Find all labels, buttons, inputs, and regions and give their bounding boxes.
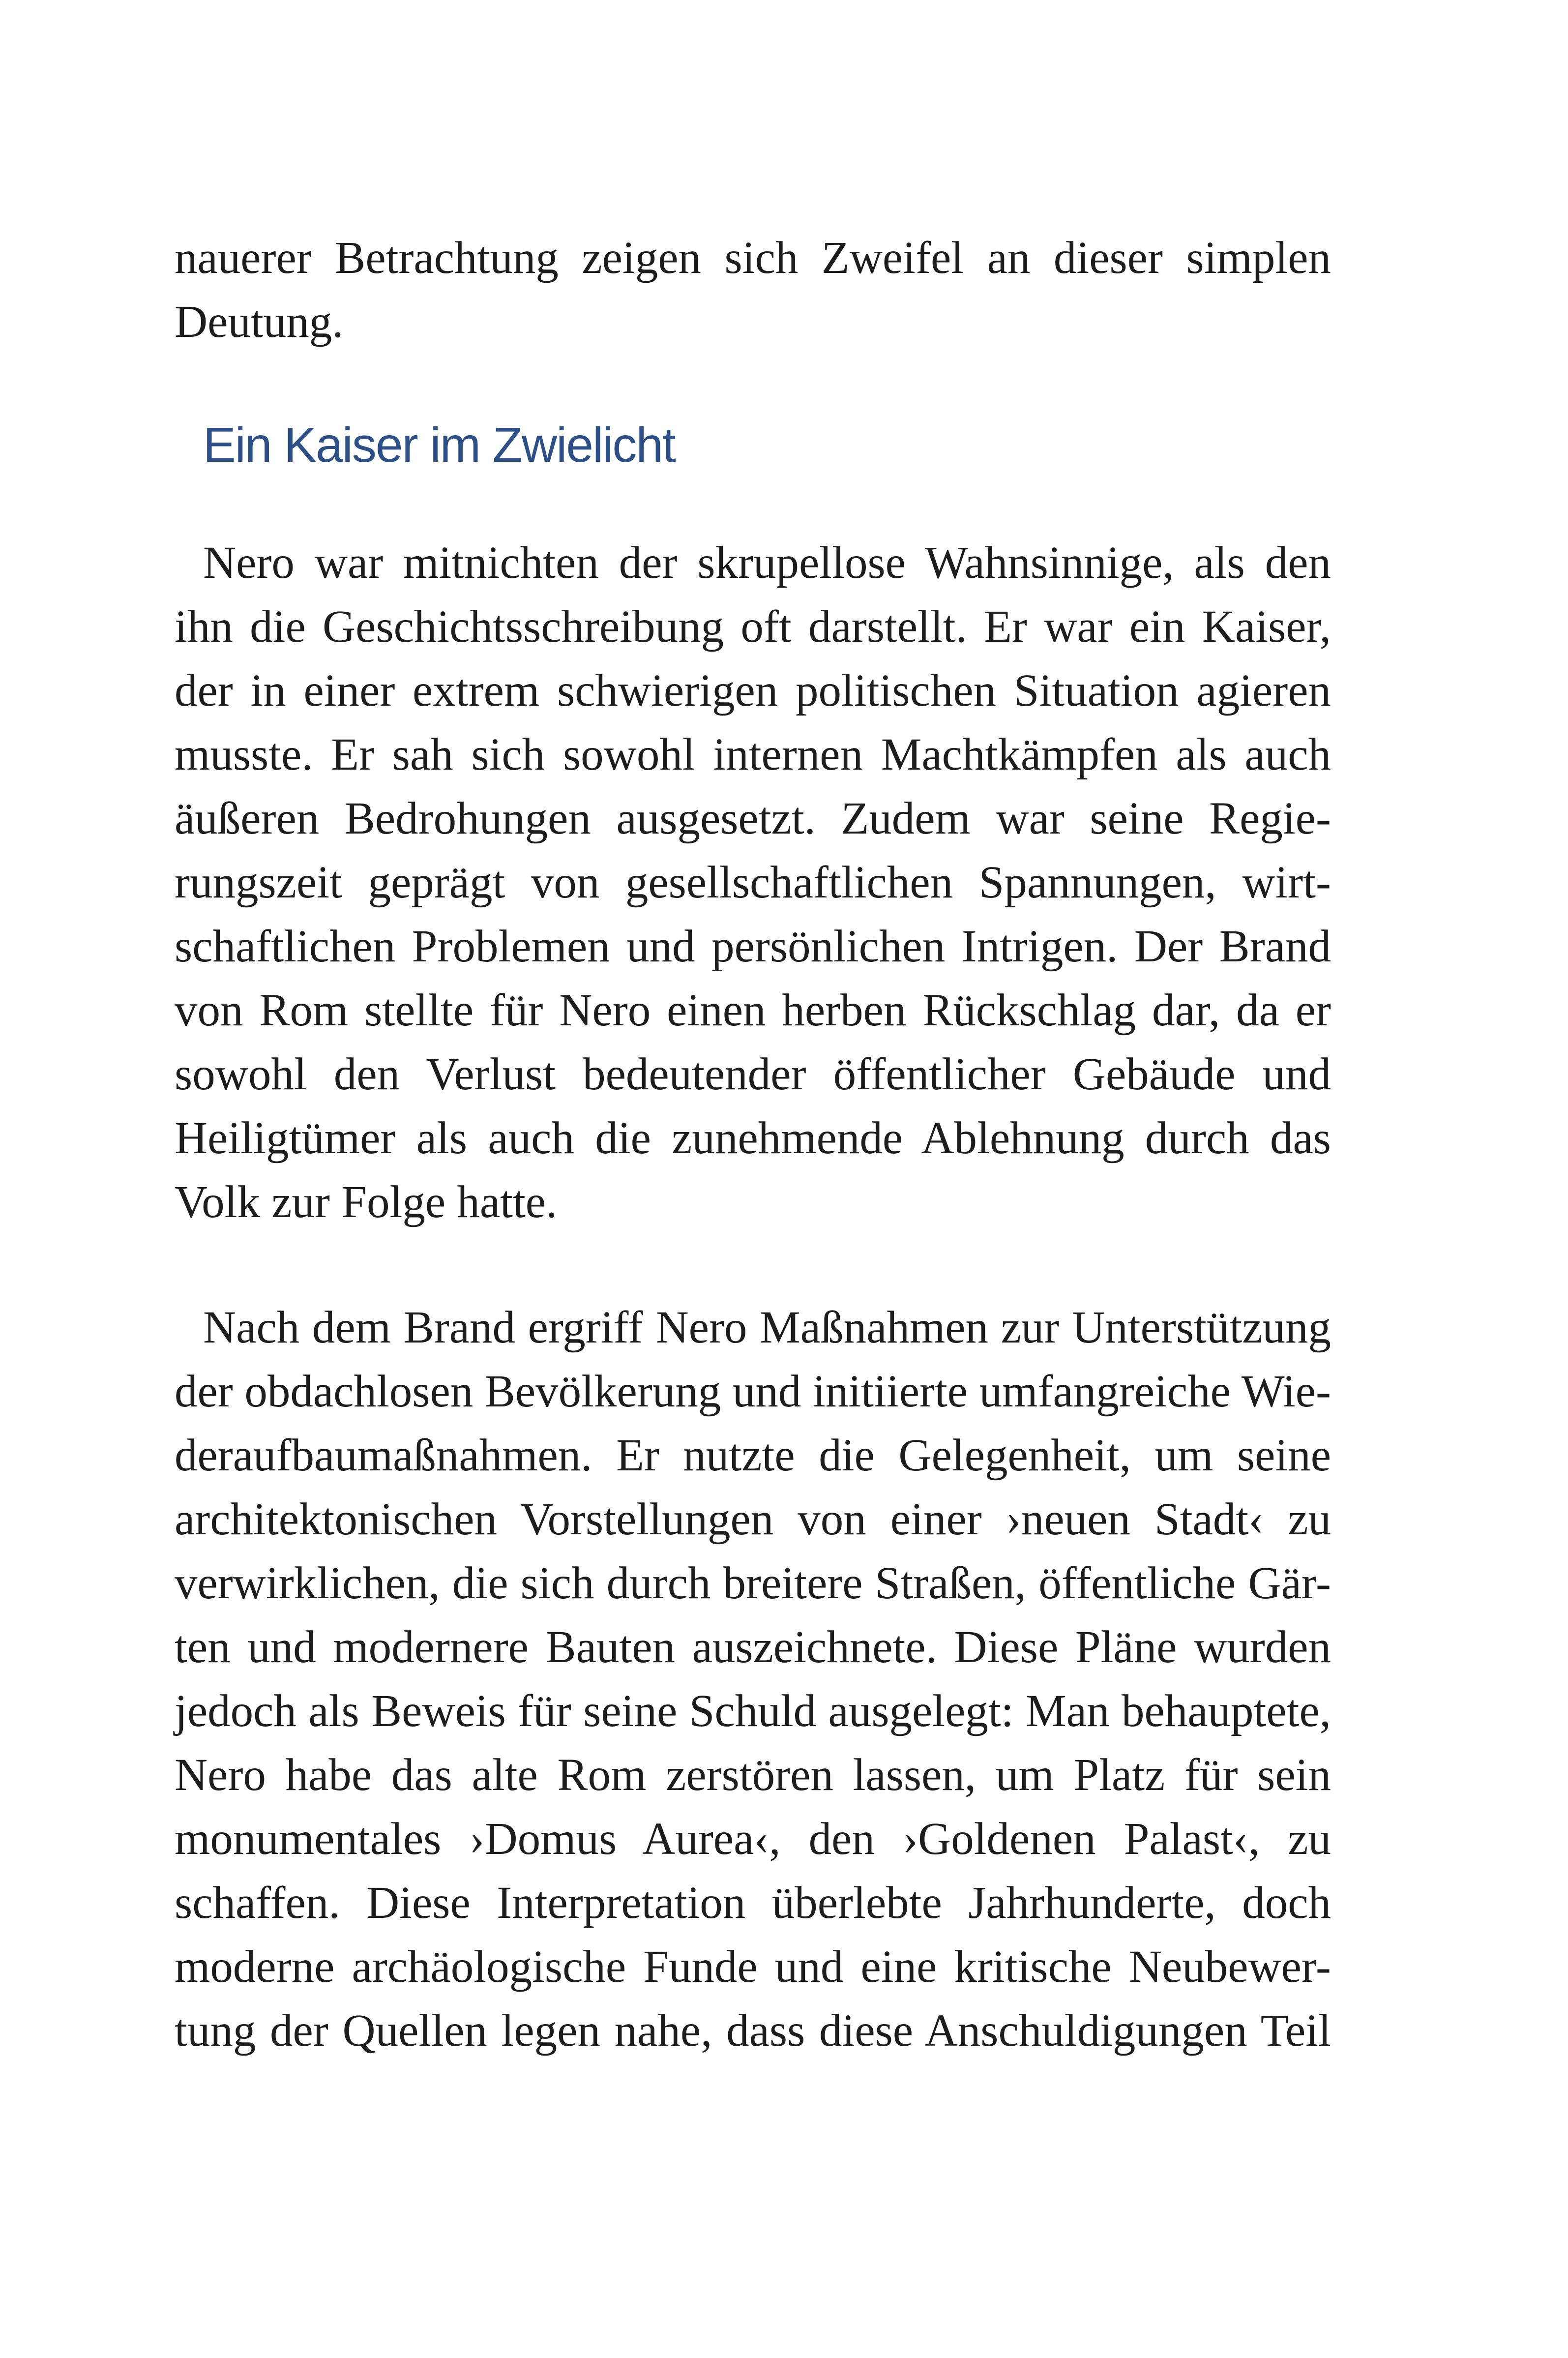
continuation-line-2: Deutung. [175,297,344,347]
paragraph-2-line-10: schaffen. Diese Interpretation überlebte Jahrhunderte, doch [175,1878,1331,1928]
section-heading: Ein Kaiser im Zwielicht [203,418,675,473]
paragraph-2-line-8: Nero habe das alte Rom zerstören lassen, um Platz für sein [175,1750,1331,1800]
paragraph-2-line-12: tung der Quellen legen nahe, dass diese Anschuldigungen Teil [175,2005,1331,2056]
paragraph-2-line-5: verwirklichen, die sich durch breitere Straßen, öffentliche Gär- [175,1558,1331,1609]
paragraph-2-line-6: ten und modernere Bauten auszeichnete. Diese Pläne wurden [175,1622,1331,1672]
paragraph-1-line-2: ihn die Geschichtsschreibung oft darstellt. Er war ein Kaiser, [175,601,1331,652]
paragraph-2-line-1: Nach dem Brand ergriff Nero Maßnahmen zur Unterstützung [203,1302,1331,1353]
paragraph-1-line-3: der in einer extrem schwierigen politischen Situation agieren [175,665,1331,716]
continuation-line-1: nauerer Betrachtung zeigen sich Zweifel an dieser simplen [175,233,1331,283]
paragraph-1-line-9: sowohl den Verlust bedeutender öffentlicher Gebäude und [175,1049,1331,1100]
paragraph-2-line-3: deraufbaumaßnahmen. Er nutzte die Gelegenheit, um seine [175,1430,1331,1481]
paragraph-1-line-1: Nero war mitnichten der skrupellose Wahnsinnige, als den [203,537,1331,588]
paragraph-1-line-6: rungszeit geprägt von gesellschaftlichen Spannungen, wirt- [175,857,1331,908]
paragraph-2-line-2: der obdachlosen Bevölkerung und initiierte umfangreiche Wie- [175,1366,1331,1417]
paragraph-2-line-9: monumentales ›Domus Aurea‹, den ›Goldenen Palast‹, zu [175,1814,1331,1864]
paragraph-2-line-4: architektonischen Vorstellungen von einer ›neuen Stadt‹ zu [175,1494,1331,1545]
paragraph-1-line-5: äußeren Bedrohungen ausgesetzt. Zudem war seine Regie- [175,793,1331,844]
paragraph-1-line-11: Volk zur Folge hatte. [175,1177,558,1227]
paragraph-1-line-7: schaftlichen Problemen und persönlichen Intrigen. Der Brand [175,921,1331,972]
paragraph-1-line-10: Heiligtümer als auch die zunehmende Ablehnung durch das [175,1113,1331,1164]
paragraph-2-line-11: moderne archäologische Funde und eine kritische Neubewer- [175,1941,1331,1992]
paragraph-2-line-7: jedoch als Beweis für seine Schuld ausgelegt: Man behauptete, [175,1686,1331,1736]
paragraph-1-line-8: von Rom stellte für Nero einen herben Rückschlag dar, da er [175,985,1331,1036]
paragraph-1-line-4: musste. Er sah sich sowohl internen Machtkämpfen als auch [175,729,1331,780]
